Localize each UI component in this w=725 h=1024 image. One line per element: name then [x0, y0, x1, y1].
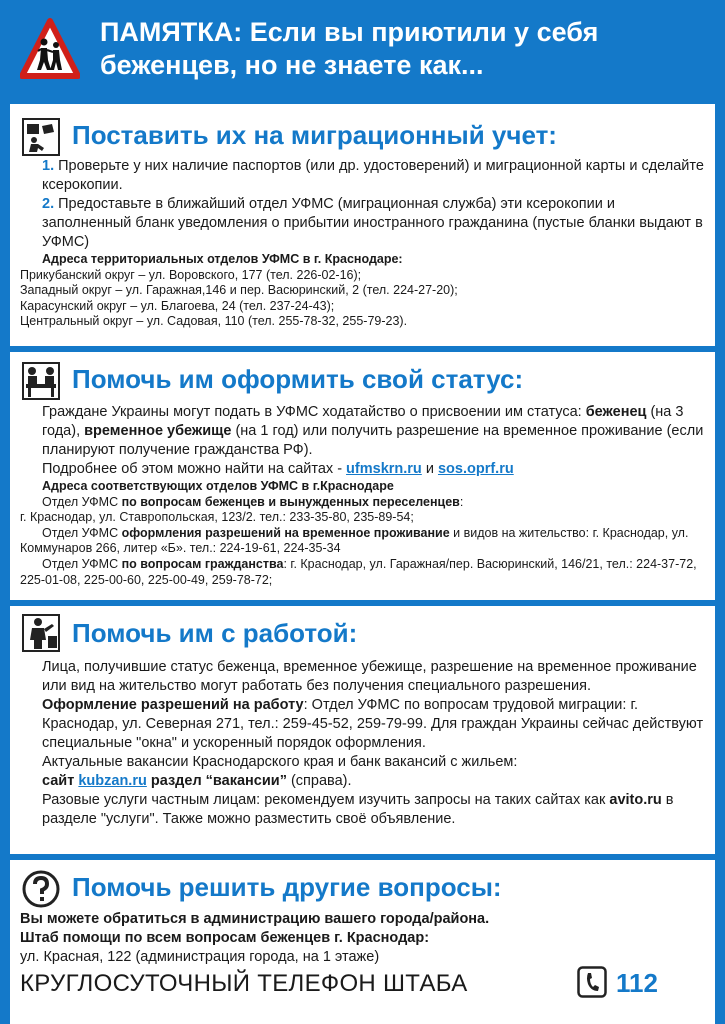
phone-number[interactable]: 112 [616, 968, 658, 998]
office-text: : [459, 494, 464, 509]
step-text: Проверьте у них наличие паспортов (или др. удостоверений) и миграционной карты и сделайте ксерокопии. [42, 158, 704, 193]
phone-icon [577, 966, 607, 998]
step-number: 1. [42, 158, 55, 174]
paragraph-bold: Штаб помощи по всем вопросам беженцев г. Краснодар: [20, 930, 430, 946]
office-name: оформления разрешений на временное проживание [121, 525, 450, 540]
section-registration [10, 104, 715, 346]
section-title: Помочь им с работой: [72, 618, 358, 648]
status-term: временное убежище [84, 423, 232, 439]
office-text: Отдел УФМС [42, 556, 122, 571]
passport-check-icon [22, 118, 60, 156]
paragraph-bold: сайт [42, 773, 79, 789]
address-line: Центральный округ – ул. Садовая, 110 (тел. 255-78-32, 255-79-23). [20, 314, 408, 329]
office-desk-icon [22, 362, 60, 400]
paragraph-bold: раздел “вакансии” [146, 773, 287, 789]
worker-icon [22, 614, 60, 652]
address-line: Прикубанский округ – ул. Воровского, 177 (тел. 226-02-16); [20, 267, 362, 282]
hotline-label: КРУГЛОСУТОЧНЫЙ ТЕЛЕФОН ШТАБА [20, 970, 468, 997]
site-name: avito.ru [609, 792, 662, 808]
paragraph-bold: Оформление разрешений на работу [42, 697, 304, 713]
section-body [20, 910, 705, 967]
section-body [20, 157, 705, 330]
title-line-1: ПАМЯТКА: Если вы приютили у себя [100, 17, 599, 47]
address-heading: Адреса соответствующих отделов УФМС в г.Краснодаре [42, 479, 394, 493]
office-text: и видов на жительство: г. Краснодар, ул. Коммунаров 266, литер «Б». тел.: 224-19-61, 224-35-34 [20, 525, 689, 556]
link-kubzan[interactable]: kubzan.ru [78, 773, 147, 789]
section-title: Помочь им оформить свой статус: [72, 364, 524, 394]
paragraph-text: и [421, 461, 438, 477]
step-number: 2. [42, 196, 55, 212]
status-term: беженец [585, 404, 647, 420]
section-body [20, 403, 705, 588]
section-other [10, 860, 715, 1024]
paragraph-text: Лица, получившие статус беженца, временное убежище, разрешение на временное проживание или вид на жительство могут работать без получения специального разрешения. [42, 659, 697, 694]
step-text: Предоставьте в ближайший отдел УФМС (миграционная служба) эти ксерокопии и заполненный бланк уведомления о прибытии иностранного гражданина (пустые бланки выдают в УФМС) [42, 196, 703, 250]
address-line: ул. Красная, 122 (администрация города, на 1 этаже) [20, 949, 380, 965]
section-status [10, 352, 715, 600]
section-title: Поставить их на миграционный учет: [72, 120, 557, 150]
page-title [100, 16, 710, 82]
address-heading: Адреса территориальных отделов УФМС в г. Краснодаре: [42, 252, 403, 266]
office-text: : г. Краснодар, ул. Гаражная/пер. Васюринский, 146/21, тел.: 224-37-72, 225-01-08, 225-00-60, 225-00-49, 259-78-72; [20, 556, 697, 587]
paragraph-text: (на 1 год) или получить разрешение на временное проживание (если планируют получение гражданства РФ). [42, 423, 704, 458]
office-text: Отдел УФМС [42, 525, 122, 540]
paragraph-bold: Вы можете обратиться в администрацию вашего города/района. [20, 911, 490, 927]
header [0, 0, 725, 104]
paragraph-text: Граждане Украины могут подать в УФМС ходатайство о присвоении им статуса: [42, 404, 586, 420]
paragraph-text: Актуальные вакансии Краснодарского края и банк вакансий с жильем: [42, 754, 518, 770]
office-name: по вопросам гражданства [121, 556, 284, 571]
paragraph-text: Разовые услуги частным лицам: рекомендуем изучить запросы на таких сайтах как [42, 792, 610, 808]
link-sos-oprf[interactable]: sos.oprf.ru [437, 461, 514, 477]
paragraph-text: : Отдел УФМС по вопросам трудовой миграции: г. Краснодар, ул. Северная 271, тел.: 259-45-52, 259-79-99. Для граждан Украины сейчас действуют специальные "окна" и ускоренный порядок оформления. [42, 697, 704, 751]
paragraph-text: в разделе "услуги". Также можно разместить своё объявление. [42, 792, 674, 827]
title-line-2: беженцев, но не знаете как... [100, 50, 484, 80]
office-address: г. Краснодар, ул. Ставропольская, 123/2. тел.: 233-35-80, 235-89-54; [20, 510, 414, 525]
link-ufmskrn[interactable]: ufmskrn.ru [346, 461, 422, 477]
paragraph-text: (справа). [286, 773, 352, 789]
office-name: по вопросам беженцев и вынужденных переселенцев [121, 494, 460, 509]
paragraph-text: Подробнее об этом можно найти на сайтах - [42, 461, 347, 477]
office-text: Отдел УФМС [42, 494, 122, 509]
section-title: Помочь решить другие вопросы: [72, 872, 502, 902]
section-body [20, 658, 705, 829]
section-work [10, 606, 715, 854]
question-icon [22, 870, 60, 908]
address-line: Западный округ – ул. Гаражная,146 и пер. Васюринский, 2 (тел. 224-27-20); [20, 283, 458, 298]
paragraph-text: (на 3 года), [42, 404, 684, 439]
address-line: Карасунский округ – ул. Благоева, 24 (тел. 237-24-43); [20, 298, 335, 313]
warning-children-icon [20, 18, 80, 80]
